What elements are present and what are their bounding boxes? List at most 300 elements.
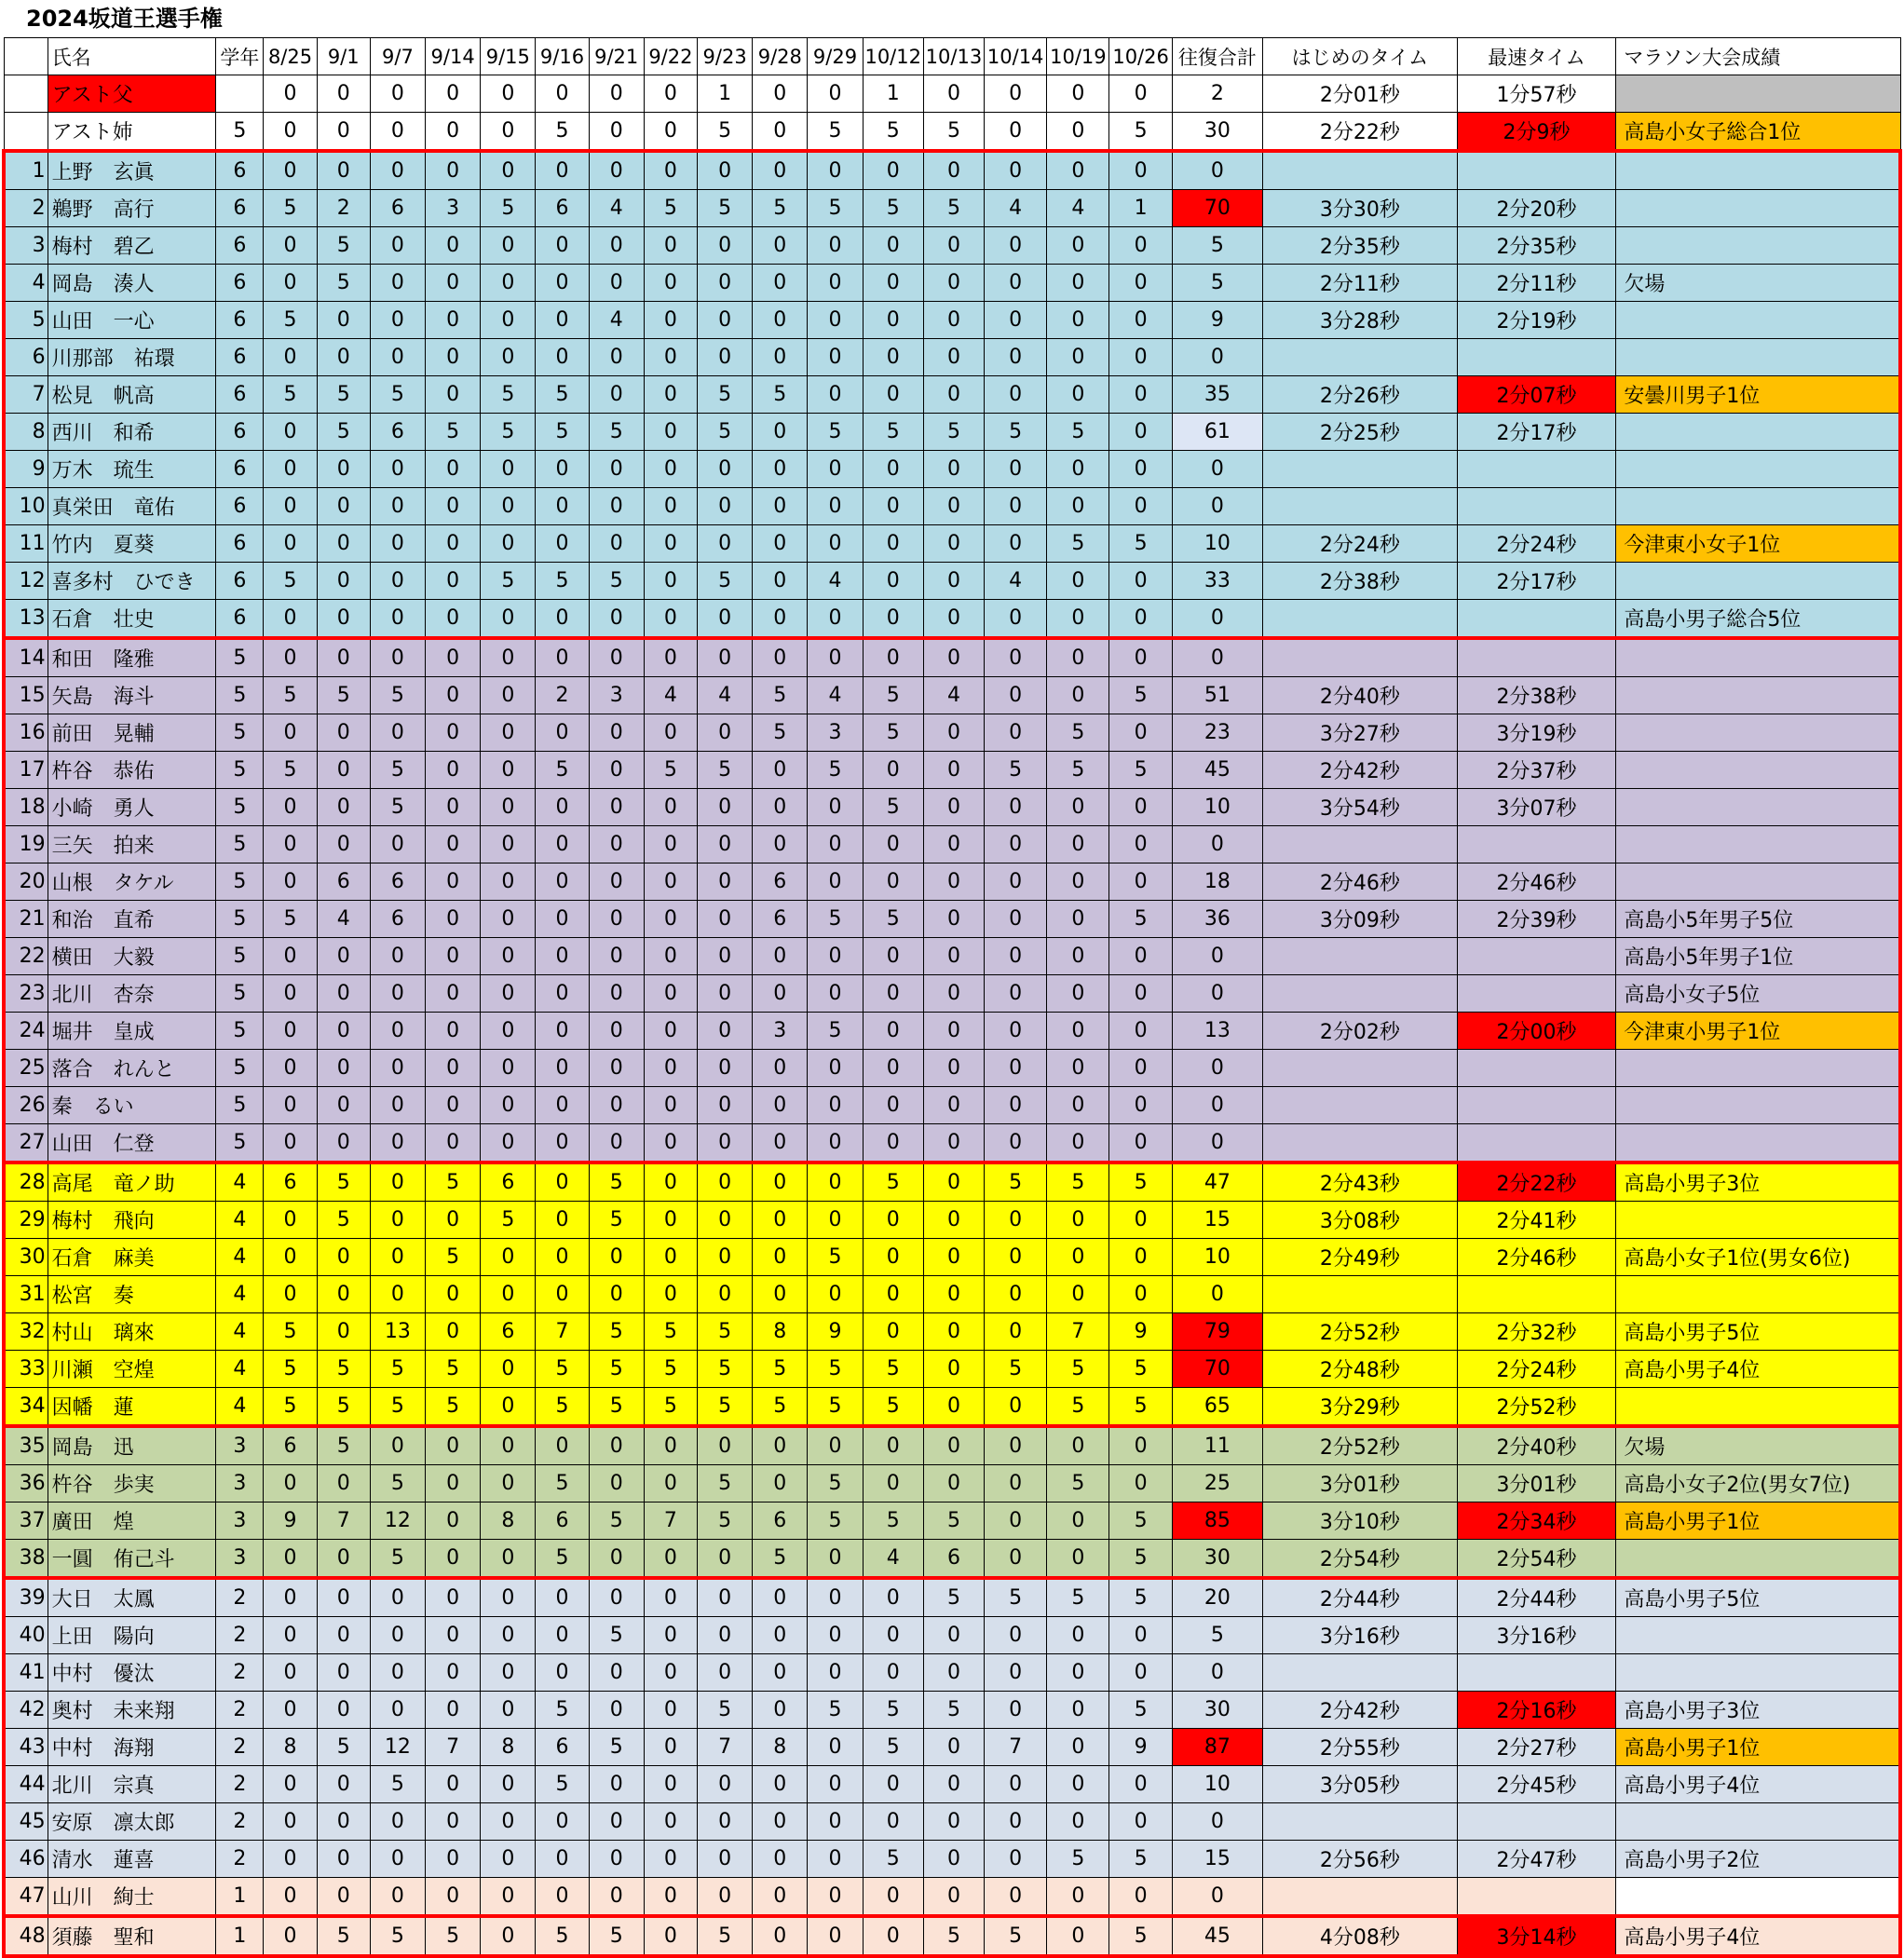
table-row [4, 1351, 1900, 1388]
d-0922-cell: 0 [644, 451, 697, 488]
total-cell: 0 [1172, 339, 1262, 376]
name-cell: 落合 れんと [48, 1050, 216, 1087]
d-1013-cell: 0 [923, 975, 984, 1013]
best-time-cell: 2分32秒 [1457, 1313, 1616, 1351]
marathon-result-cell [1616, 826, 1900, 863]
table-row [4, 1013, 1900, 1050]
d-0921-cell: 0 [589, 265, 644, 302]
d-0915-cell: 5 [481, 376, 536, 414]
d-0907-cell: 0 [370, 151, 425, 190]
marathon-result-cell [1616, 863, 1900, 901]
best-time-cell [1457, 1803, 1616, 1841]
d-0921-cell: 0 [589, 113, 644, 152]
d-0923-cell: 0 [698, 151, 753, 190]
d-1012-cell: 4 [863, 1540, 923, 1579]
d-1026-cell: 5 [1109, 525, 1172, 563]
d-1014-cell: 0 [985, 789, 1047, 826]
d-0825-cell: 5 [264, 1351, 317, 1388]
table-row [4, 525, 1900, 563]
d-0921-cell: 0 [589, 1654, 644, 1692]
d-1019-cell: 0 [1047, 339, 1109, 376]
total-cell: 87 [1172, 1729, 1262, 1766]
d-0922-cell: 9/22 [644, 38, 697, 75]
d-0929-cell: 5 [808, 752, 863, 789]
name-cell: 石倉 壮史 [48, 600, 216, 639]
d-0923-cell: 5 [698, 752, 753, 789]
d-1012-cell: 0 [863, 227, 923, 265]
d-1026-cell: 0 [1109, 1654, 1172, 1692]
d-1013-cell: 5 [923, 414, 984, 451]
table-row [4, 1729, 1900, 1766]
d-0916-cell: 5 [536, 113, 589, 152]
d-0929-cell: 0 [808, 1578, 863, 1617]
d-0914-cell: 0 [426, 1124, 481, 1163]
d-0914-cell: 0 [426, 1540, 481, 1579]
d-0914-cell: 0 [426, 789, 481, 826]
name-cell: 川那部 祐環 [48, 339, 216, 376]
d-1012-cell: 0 [863, 1766, 923, 1803]
best-time-cell: 3分19秒 [1457, 714, 1616, 752]
d-0825-cell: 5 [264, 901, 317, 938]
d-1014-cell: 5 [985, 752, 1047, 789]
d-0825-cell: 8 [264, 1729, 317, 1766]
d-1019-cell: 0 [1047, 1050, 1109, 1087]
d-0901-cell: 0 [317, 714, 370, 752]
d-0914-cell: 0 [426, 339, 481, 376]
d-0922-cell: 0 [644, 1426, 697, 1465]
d-1026-cell: 0 [1109, 1124, 1172, 1163]
d-1013-cell: 0 [923, 1841, 984, 1878]
d-1012-cell: 0 [863, 488, 923, 525]
d-1012-cell: 0 [863, 376, 923, 414]
marathon-result-cell [1616, 1124, 1900, 1163]
table-row [4, 901, 1900, 938]
d-0923-cell: 0 [698, 863, 753, 901]
table-row [4, 789, 1900, 826]
table-row [4, 488, 1900, 525]
d-0901-cell: 0 [317, 789, 370, 826]
d-0923-cell: 0 [698, 1803, 753, 1841]
d-1014-cell: 4 [985, 563, 1047, 600]
d-0929-cell: 0 [808, 151, 863, 190]
d-0901-cell: 0 [317, 1692, 370, 1729]
d-0915-cell: 0 [481, 863, 536, 901]
d-1013-cell: 0 [923, 1124, 984, 1163]
total-cell: 0 [1172, 1276, 1262, 1313]
d-0901-cell: 0 [317, 1087, 370, 1124]
name-cell: 松宮 奏 [48, 1276, 216, 1313]
first-time-cell [1263, 600, 1458, 639]
d-0914-cell: 0 [426, 938, 481, 975]
d-0922-cell: 0 [644, 563, 697, 600]
best-time-cell: 2分35秒 [1457, 227, 1616, 265]
d-0922-cell: 0 [644, 1803, 697, 1841]
d-1014-cell: 4 [985, 190, 1047, 227]
d-0825-cell: 0 [264, 638, 317, 677]
table-row [4, 302, 1900, 339]
d-1014-cell: 0 [985, 938, 1047, 975]
d-0914-cell: 0 [426, 1276, 481, 1313]
name-cell: 喜多村 ひでき [48, 563, 216, 600]
d-0923-cell: 0 [698, 227, 753, 265]
d-0923-cell: 0 [698, 638, 753, 677]
d-0921-cell: 3 [589, 677, 644, 714]
d-0922-cell: 0 [644, 1841, 697, 1878]
d-1026-cell: 10/26 [1109, 38, 1172, 75]
d-0928-cell: 0 [753, 638, 808, 677]
d-0916-cell: 0 [536, 1578, 589, 1617]
d-1026-cell: 0 [1109, 975, 1172, 1013]
d-0923-cell: 5 [698, 1502, 753, 1540]
first-time-cell: 2分44秒 [1263, 1578, 1458, 1617]
d-1012-cell: 10/12 [863, 38, 923, 75]
marathon-result-cell: 高島小男子総合5位 [1616, 600, 1900, 639]
best-time-cell: 2分34秒 [1457, 1502, 1616, 1540]
row-number-cell: 38 [4, 1540, 48, 1579]
d-0929-cell: 9/29 [808, 38, 863, 75]
d-0907-cell: 5 [370, 677, 425, 714]
d-1026-cell: 5 [1109, 752, 1172, 789]
d-0825-cell: 5 [264, 1388, 317, 1427]
d-0929-cell: 0 [808, 1878, 863, 1917]
d-0929-cell: 5 [808, 1692, 863, 1729]
d-0928-cell: 5 [753, 1388, 808, 1427]
d-0907-cell: 0 [370, 975, 425, 1013]
name-cell: 小崎 勇人 [48, 789, 216, 826]
d-0922-cell: 0 [644, 488, 697, 525]
name-cell: アスト父 [48, 75, 216, 113]
d-1013-cell: 6 [923, 1540, 984, 1579]
best-time-cell [1457, 339, 1616, 376]
d-1026-cell: 5 [1109, 677, 1172, 714]
table-row [4, 1087, 1900, 1124]
d-0915-cell: 0 [481, 1276, 536, 1313]
d-0922-cell: 0 [644, 826, 697, 863]
d-0825-cell: 0 [264, 75, 317, 113]
d-0923-cell: 5 [698, 414, 753, 451]
d-0923-cell: 0 [698, 1163, 753, 1202]
d-0928-cell: 9/28 [753, 38, 808, 75]
row-number-cell: 25 [4, 1050, 48, 1087]
grade-cell: 2 [216, 1766, 264, 1803]
d-0915-cell: 0 [481, 1239, 536, 1276]
best-time-cell: 1分57秒 [1457, 75, 1616, 113]
d-0928-cell: 0 [753, 1163, 808, 1202]
d-0923-cell: 0 [698, 339, 753, 376]
first-time-cell: 2分22秒 [1263, 113, 1458, 152]
grade-cell: 3 [216, 1426, 264, 1465]
first-time-cell [1263, 1276, 1458, 1313]
d-0901-cell: 0 [317, 638, 370, 677]
best-time-cell [1457, 975, 1616, 1013]
name-cell: 清水 蓮喜 [48, 1841, 216, 1878]
marathon-result-cell: 高島小男子1位 [1616, 1729, 1900, 1766]
d-1026-cell: 9 [1109, 1313, 1172, 1351]
d-0907-cell: 5 [370, 752, 425, 789]
d-0825-cell: 0 [264, 826, 317, 863]
best-time-cell [1457, 1087, 1616, 1124]
d-0825-cell: 0 [264, 975, 317, 1013]
grade-cell: 2 [216, 1803, 264, 1841]
d-0916-cell: 0 [536, 938, 589, 975]
row-number-cell: 39 [4, 1578, 48, 1617]
d-0915-cell: 6 [481, 1313, 536, 1351]
d-1019-cell: 0 [1047, 1540, 1109, 1579]
d-0922-cell: 0 [644, 1540, 697, 1579]
d-0907-cell: 0 [370, 488, 425, 525]
d-0928-cell: 0 [753, 75, 808, 113]
d-0907-cell: 0 [370, 1841, 425, 1878]
d-0907-cell: 0 [370, 1654, 425, 1692]
best-time-cell: 2分11秒 [1457, 265, 1616, 302]
first-time-cell: 3分10秒 [1263, 1502, 1458, 1540]
d-0914-cell: 3 [426, 190, 481, 227]
d-0916-cell: 0 [536, 1202, 589, 1239]
d-1014-cell: 0 [985, 1426, 1047, 1465]
d-1026-cell: 5 [1109, 1841, 1172, 1878]
d-1019-cell: 5 [1047, 714, 1109, 752]
d-0921-cell: 5 [589, 414, 644, 451]
d-0921-cell: 0 [589, 1803, 644, 1841]
d-0922-cell: 5 [644, 1388, 697, 1427]
d-1014-cell: 0 [985, 863, 1047, 901]
d-0916-cell: 5 [536, 1766, 589, 1803]
d-0929-cell: 4 [808, 677, 863, 714]
d-0914-cell: 5 [426, 1351, 481, 1388]
name-cell: 奥村 未来翔 [48, 1692, 216, 1729]
marathon-result-cell [1616, 1878, 1900, 1917]
total-cell: 10 [1172, 525, 1262, 563]
row-number-cell: 4 [4, 265, 48, 302]
d-1012-cell: 0 [863, 265, 923, 302]
d-1026-cell: 5 [1109, 1578, 1172, 1617]
total-cell: 0 [1172, 600, 1262, 639]
d-0928-cell: 0 [753, 563, 808, 600]
d-0907-cell: 13 [370, 1313, 425, 1351]
d-1014-cell: 0 [985, 376, 1047, 414]
d-0929-cell: 0 [808, 525, 863, 563]
d-0901-cell: 0 [317, 1617, 370, 1654]
total-cell: 30 [1172, 1692, 1262, 1729]
marathon-result-cell [1616, 488, 1900, 525]
d-0907-cell: 5 [370, 1388, 425, 1427]
d-0916-cell: 0 [536, 525, 589, 563]
best-time-cell: 2分46秒 [1457, 1239, 1616, 1276]
row-number-cell: 31 [4, 1276, 48, 1313]
first-time-cell [1263, 1878, 1458, 1917]
total-cell: 5 [1172, 265, 1262, 302]
d-0929-cell: 5 [808, 1502, 863, 1540]
d-0929-cell: 0 [808, 600, 863, 639]
d-1012-cell: 0 [863, 1050, 923, 1087]
table-row [4, 376, 1900, 414]
d-0901-cell: 5 [317, 1351, 370, 1388]
d-0928-cell: 6 [753, 1502, 808, 1540]
d-1012-cell: 0 [863, 1803, 923, 1841]
d-0914-cell: 0 [426, 600, 481, 639]
marathon-result-cell: 高島小女子5位 [1616, 975, 1900, 1013]
d-0929-cell: 0 [808, 638, 863, 677]
first-time-cell: 2分56秒 [1263, 1841, 1458, 1878]
d-0914-cell: 0 [426, 265, 481, 302]
grade-cell: 6 [216, 227, 264, 265]
total-cell: 0 [1172, 1878, 1262, 1917]
d-0928-cell: 5 [753, 376, 808, 414]
total-cell: 0 [1172, 1654, 1262, 1692]
grade-cell: 6 [216, 563, 264, 600]
table-row [4, 190, 1900, 227]
d-0914-cell: 0 [426, 1502, 481, 1540]
d-0916-cell: 0 [536, 1654, 589, 1692]
total-cell: 往復合計 [1172, 38, 1262, 75]
d-0825-cell: 0 [264, 1013, 317, 1050]
marathon-result-cell: 高島小5年男子1位 [1616, 938, 1900, 975]
d-0916-cell: 5 [536, 1388, 589, 1427]
d-1026-cell: 0 [1109, 600, 1172, 639]
d-1012-cell: 0 [863, 600, 923, 639]
d-1026-cell: 0 [1109, 339, 1172, 376]
marathon-result-cell: 高島小男子4位 [1616, 1351, 1900, 1388]
d-1013-cell: 0 [923, 1465, 984, 1502]
d-1019-cell: 5 [1047, 1351, 1109, 1388]
d-0923-cell: 0 [698, 1124, 753, 1163]
d-0921-cell: 0 [589, 901, 644, 938]
d-1013-cell: 0 [923, 752, 984, 789]
d-1013-cell: 0 [923, 826, 984, 863]
d-1026-cell: 0 [1109, 1426, 1172, 1465]
d-0929-cell: 0 [808, 1916, 863, 1956]
grade-cell: 2 [216, 1729, 264, 1766]
d-0929-cell: 0 [808, 1276, 863, 1313]
d-1026-cell: 0 [1109, 488, 1172, 525]
table-row [4, 600, 1900, 639]
reference-row [4, 113, 1900, 152]
d-0922-cell: 0 [644, 1050, 697, 1087]
d-0922-cell: 0 [644, 113, 697, 152]
row-number-cell: 36 [4, 1465, 48, 1502]
marathon-result-cell [1616, 1050, 1900, 1087]
d-0928-cell: 0 [753, 1654, 808, 1692]
best-time-cell [1457, 1050, 1616, 1087]
d-0825-cell: 0 [264, 451, 317, 488]
d-0928-cell: 0 [753, 1692, 808, 1729]
first-time-cell: 3分09秒 [1263, 901, 1458, 938]
d-1012-cell: 0 [863, 1654, 923, 1692]
d-1013-cell: 0 [923, 938, 984, 975]
d-0825-cell: 5 [264, 376, 317, 414]
d-0929-cell: 5 [808, 1388, 863, 1427]
name-cell: 因幡 蓮 [48, 1388, 216, 1427]
grade-cell: 3 [216, 1465, 264, 1502]
d-1013-cell: 0 [923, 1239, 984, 1276]
d-1019-cell: 0 [1047, 302, 1109, 339]
d-1019-cell: 4 [1047, 190, 1109, 227]
d-1026-cell: 0 [1109, 1766, 1172, 1803]
first-time-cell [1263, 638, 1458, 677]
d-0901-cell: 0 [317, 600, 370, 639]
first-time-cell: 2分26秒 [1263, 376, 1458, 414]
table-row [4, 1578, 1900, 1617]
name-cell: 一圓 侑己斗 [48, 1540, 216, 1579]
d-0914-cell: 0 [426, 1617, 481, 1654]
d-0922-cell: 0 [644, 1163, 697, 1202]
name-cell: アスト姉 [48, 113, 216, 152]
d-1012-cell: 0 [863, 151, 923, 190]
d-0915-cell: 0 [481, 451, 536, 488]
row-number-cell: 32 [4, 1313, 48, 1351]
d-1012-cell: 0 [863, 1578, 923, 1617]
d-0901-cell: 0 [317, 302, 370, 339]
best-time-cell [1457, 1878, 1616, 1917]
d-1013-cell: 0 [923, 451, 984, 488]
d-0916-cell: 5 [536, 1692, 589, 1729]
d-1014-cell: 0 [985, 1202, 1047, 1239]
row-number-cell: 6 [4, 339, 48, 376]
d-0914-cell: 0 [426, 525, 481, 563]
d-0907-cell: 5 [370, 789, 425, 826]
d-0928-cell: 5 [753, 190, 808, 227]
d-0922-cell: 0 [644, 265, 697, 302]
d-0915-cell: 0 [481, 265, 536, 302]
d-0901-cell: 5 [317, 1916, 370, 1956]
d-0901-cell: 0 [317, 1803, 370, 1841]
d-1019-cell: 5 [1047, 1163, 1109, 1202]
d-1012-cell: 0 [863, 1916, 923, 1956]
d-1026-cell: 0 [1109, 826, 1172, 863]
marathon-result-cell [1616, 75, 1900, 113]
d-0914-cell: 0 [426, 1878, 481, 1917]
d-0922-cell: 0 [644, 376, 697, 414]
d-0825-cell: 0 [264, 113, 317, 152]
table-row [4, 1916, 1900, 1956]
d-0915-cell: 6 [481, 1163, 536, 1202]
best-time-cell: 2分47秒 [1457, 1841, 1616, 1878]
d-0921-cell: 0 [589, 1841, 644, 1878]
d-0907-cell: 6 [370, 863, 425, 901]
grade-cell: 5 [216, 938, 264, 975]
d-0914-cell: 0 [426, 1654, 481, 1692]
marathon-result-cell: 高島小男子3位 [1616, 1692, 1900, 1729]
d-0901-cell: 0 [317, 563, 370, 600]
d-0907-cell: 0 [370, 227, 425, 265]
d-0921-cell: 0 [589, 75, 644, 113]
d-1012-cell: 0 [863, 302, 923, 339]
first-time-cell: 2分48秒 [1263, 1351, 1458, 1388]
d-1026-cell: 0 [1109, 265, 1172, 302]
d-0901-cell: 0 [317, 1276, 370, 1313]
best-time-cell: 2分44秒 [1457, 1578, 1616, 1617]
d-0916-cell: 5 [536, 1465, 589, 1502]
d-1026-cell: 0 [1109, 1465, 1172, 1502]
table-row [4, 151, 1900, 190]
d-0921-cell: 4 [589, 190, 644, 227]
total-cell: 2 [1172, 75, 1262, 113]
row-number-cell: 24 [4, 1013, 48, 1050]
d-1019-cell: 0 [1047, 1766, 1109, 1803]
d-0907-cell: 6 [370, 414, 425, 451]
marathon-result-cell: 高島小女子総合1位 [1616, 113, 1900, 152]
row-number-cell: 19 [4, 826, 48, 863]
d-0923-cell: 0 [698, 789, 753, 826]
results-table [2, 37, 1902, 1958]
row-number-cell: 48 [4, 1916, 48, 1956]
d-0928-cell: 5 [753, 1351, 808, 1388]
grade-cell: 6 [216, 525, 264, 563]
d-0916-cell: 0 [536, 302, 589, 339]
d-0914-cell: 0 [426, 488, 481, 525]
d-1013-cell: 0 [923, 1050, 984, 1087]
d-0901-cell: 0 [317, 1654, 370, 1692]
